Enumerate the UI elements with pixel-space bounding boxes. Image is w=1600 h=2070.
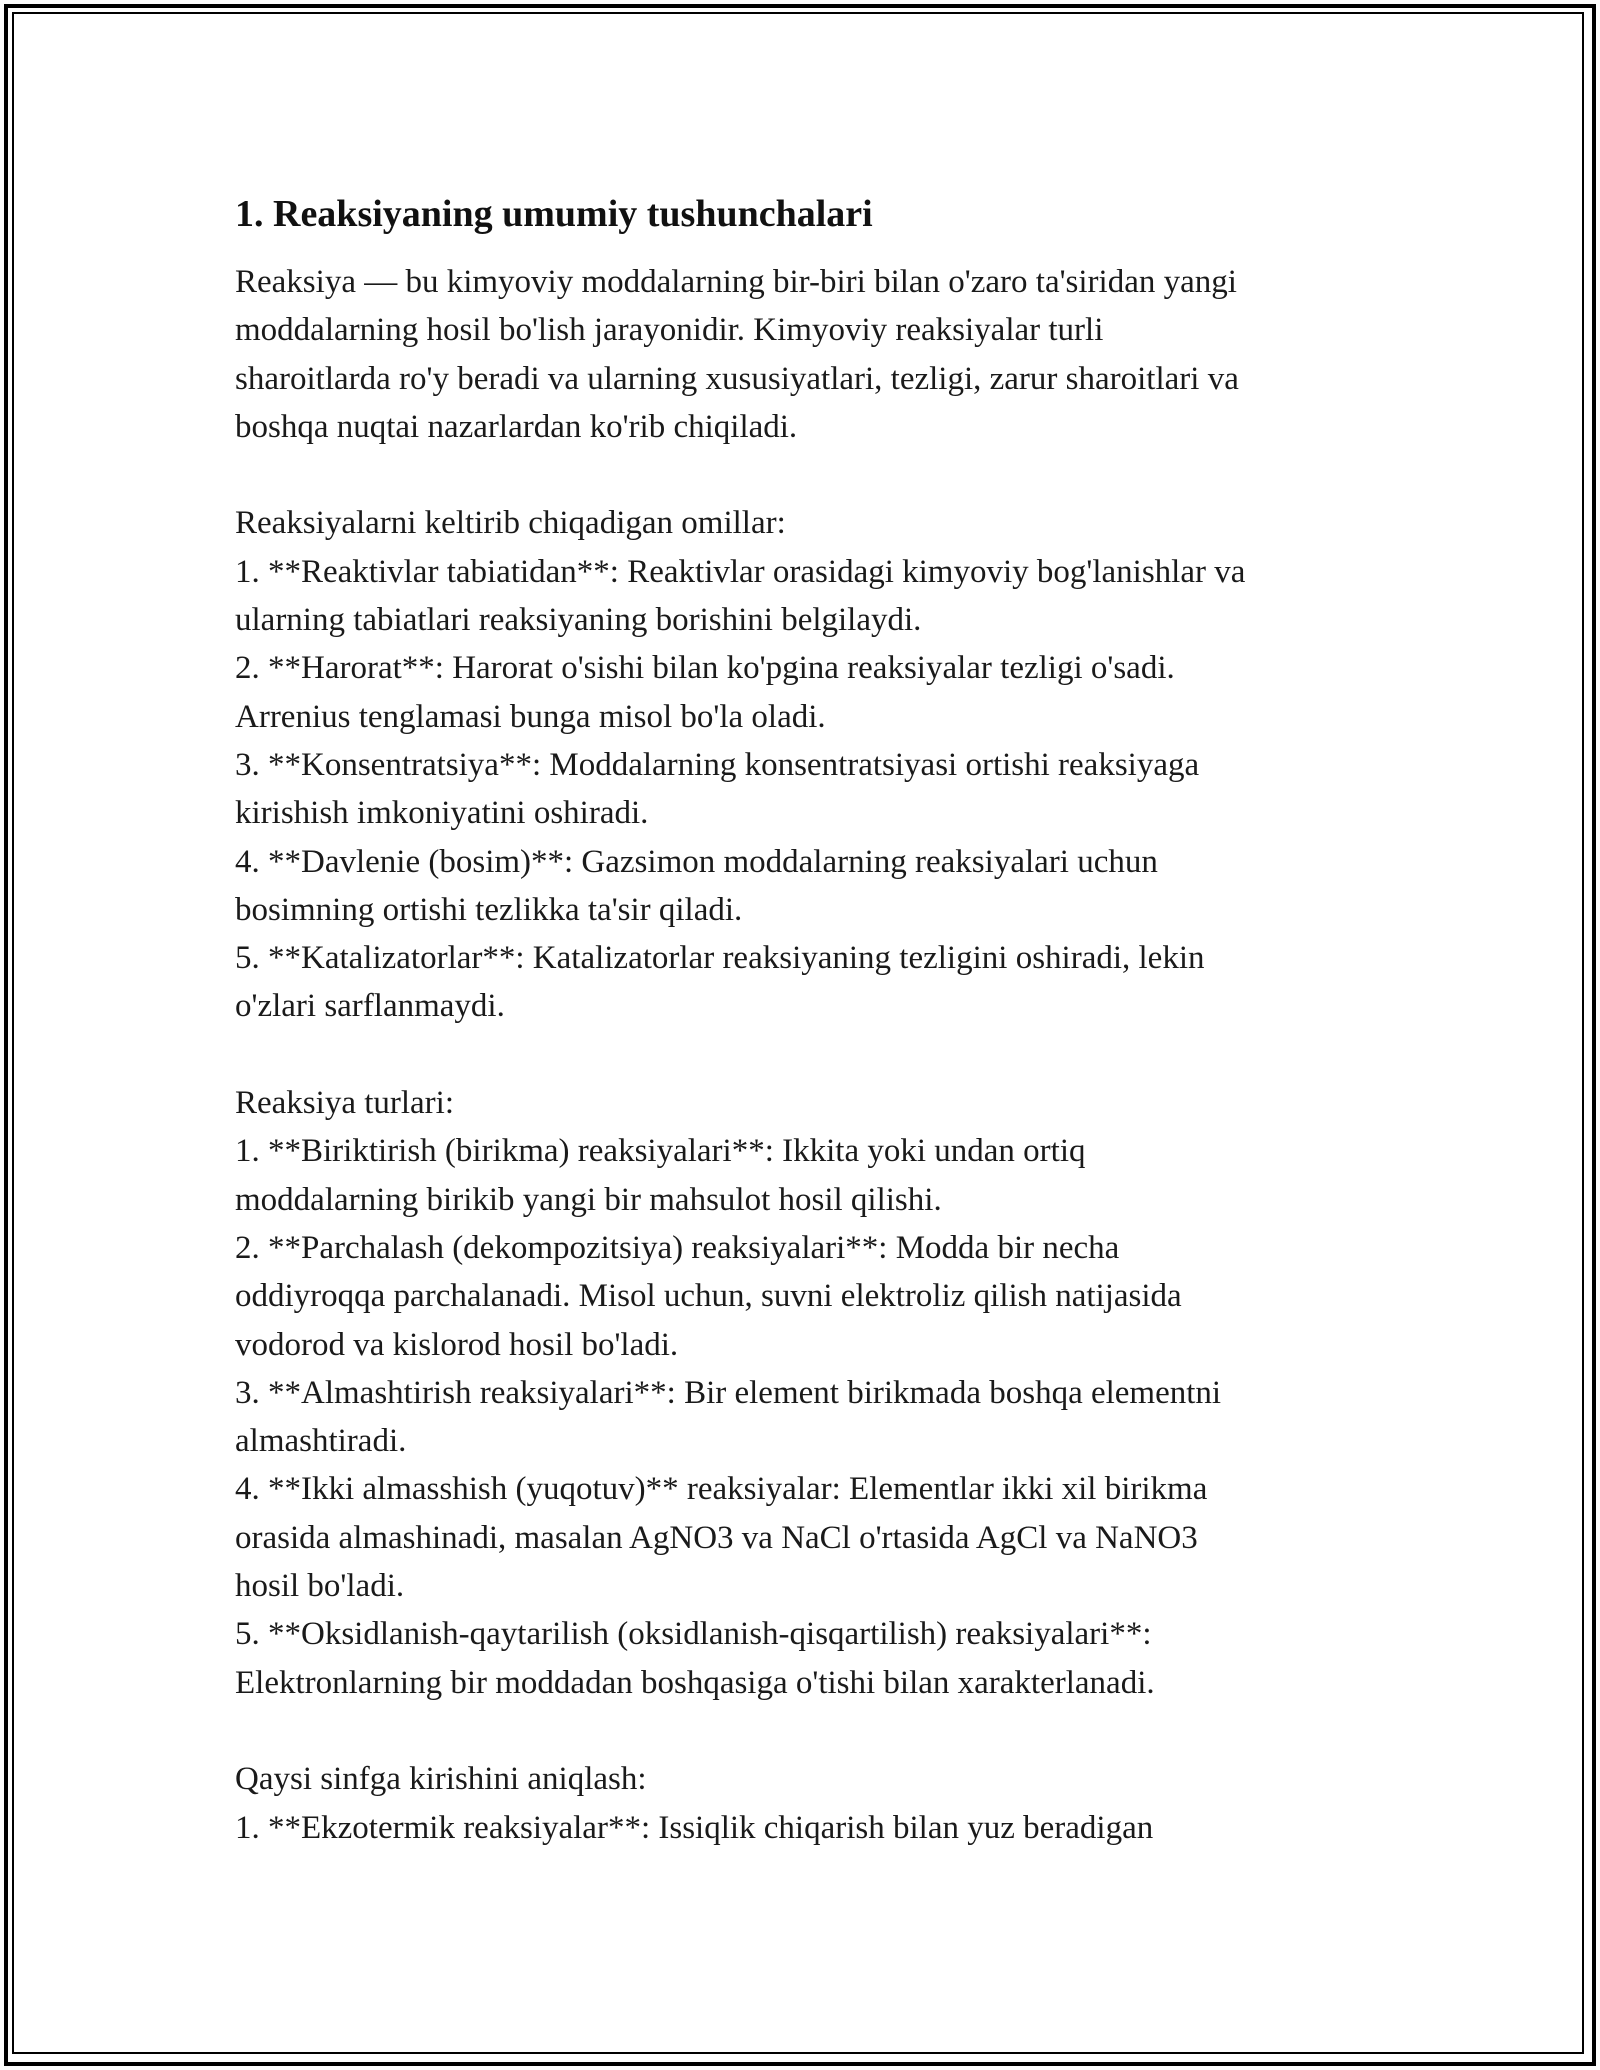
factors-section bbox=[235, 499, 1375, 1030]
spacer bbox=[235, 1031, 1375, 1079]
types-line: moddalarning birikib yangi bir mahsulot hosil qilishi. bbox=[235, 1181, 942, 1218]
factors-line: 3. **Konsentratsiya**: Moddalarning konsentratsiyasi ortishi reaksiyaga bbox=[235, 746, 1200, 783]
types-heading: Reaksiya turlari: bbox=[235, 1085, 455, 1122]
types-line: hosil bo'ladi. bbox=[235, 1568, 405, 1605]
classes-heading: Qaysi sinfga kirishini aniqlash: bbox=[235, 1761, 647, 1798]
factors-heading: Reaksiyalarni keltirib chiqadigan omillar: bbox=[235, 505, 786, 542]
types-line: orasida almashinadi, masalan AgNO3 va NaCl o'rtasida AgCl va NaNO3 bbox=[235, 1519, 1198, 1556]
factors-line: 4. **Davlenie (bosim)**: Gazsimon moddalarning reaksiyalari uchun bbox=[235, 843, 1158, 880]
types-line: 4. **Ikki almasshish (yuqotuv)** reaksiyalar: Elementlar ikki xil birikma bbox=[235, 1471, 1208, 1508]
factors-line: 5. **Katalizatorlar**: Katalizatorlar reaksiyaning tezligini oshiradi, lekin bbox=[235, 940, 1205, 977]
intro-line: Reaksiya — bu kimyoviy moddalarning bir-biri bilan o'zaro ta'siridan yangi bbox=[235, 264, 1237, 300]
factors-line: ularning tabiatlari reaksiyaning borishini belgilaydi. bbox=[235, 602, 922, 639]
factors-line: bosimning ortishi tezlikka ta'sir qiladi. bbox=[235, 891, 743, 928]
types-section bbox=[235, 1079, 1375, 1707]
factors-line: 2. **Harorat**: Harorat o'sishi bilan ko'pgina reaksiyalar tezligi o'sadi. bbox=[235, 650, 1175, 687]
types-line: 3. **Almashtirish reaksiyalari**: Bir element birikmada boshqa elementni bbox=[235, 1374, 1222, 1411]
intro-line: boshqa nuqtai nazarlardan ko'rib chiqiladi. bbox=[235, 408, 798, 445]
types-line: 2. **Parchalash (dekompozitsiya) reaksiyalari**: Modda bir necha bbox=[235, 1229, 1120, 1266]
document-page bbox=[235, 188, 1375, 1852]
intro-paragraph bbox=[235, 258, 1375, 451]
factors-line: 1. **Reaktivlar tabiatidan**: Reaktivlar orasidagi kimyoviy bog'lanishlar va bbox=[235, 553, 1246, 590]
spacer bbox=[235, 1707, 1375, 1755]
factors-line: o'zlari sarflanmaydi. bbox=[235, 988, 505, 1025]
section-title: 1. Reaksiyaning umumiy tushunchalari bbox=[235, 193, 873, 235]
types-line: Elektronlarning bir moddadan boshqasiga o'tishi bilan xarakterlanadi. bbox=[235, 1664, 1155, 1701]
types-line: vodorod va kislorod hosil bo'ladi. bbox=[235, 1326, 679, 1363]
factors-line: Arrenius tenglamasi bunga misol bo'la oladi. bbox=[235, 698, 826, 735]
spacer bbox=[235, 451, 1375, 499]
factors-line: kirishish imkoniyatini oshiradi. bbox=[235, 795, 649, 832]
types-line: almashtiradi. bbox=[235, 1423, 407, 1460]
intro-line: sharoitlarda ro'y beradi va ularning xususiyatlari, tezligi, zarur sharoitlari va bbox=[235, 360, 1239, 397]
types-line: oddiyroqqa parchalanadi. Misol uchun, suvni elektroliz qilish natijasida bbox=[235, 1278, 1182, 1315]
types-line: 5. **Oksidlanish-qaytarilish (oksidlanish-qisqartilish) reaksiyalari**: bbox=[235, 1616, 1152, 1653]
classes-section bbox=[235, 1755, 1375, 1852]
classes-line: 1. **Ekzotermik reaksiyalar**: Issiqlik chiqarish bilan yuz beradigan bbox=[235, 1809, 1154, 1846]
types-line: 1. **Biriktirish (birikma) reaksiyalari**: Ikkita yoki undan ortiq bbox=[235, 1133, 1086, 1170]
intro-line: moddalarning hosil bo'lish jarayonidir. Kimyoviy reaksiyalar turli bbox=[235, 312, 1104, 349]
